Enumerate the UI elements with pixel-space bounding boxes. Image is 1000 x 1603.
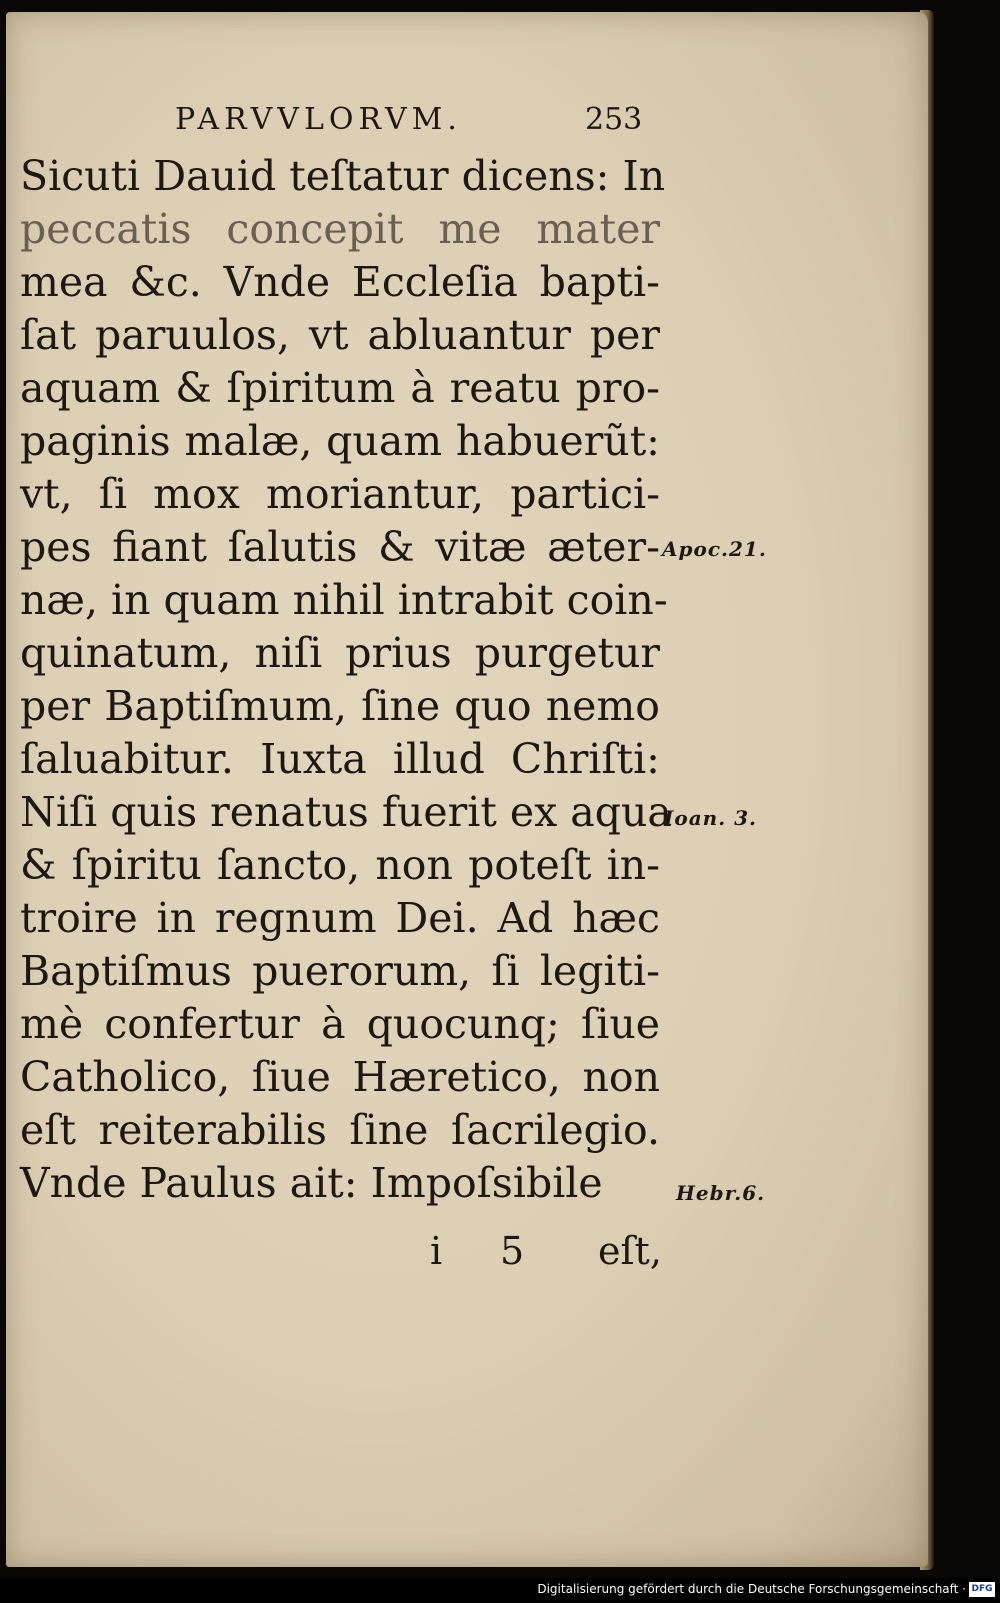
text-line: ſat paruulos, vt abluantur per [20, 311, 660, 359]
text-line: aquam & ſpiritum à reatu pro- [20, 364, 660, 412]
signature-mark: i [430, 1229, 443, 1273]
text-line: Sicuti Dauid teſtatur dicens: In [20, 152, 666, 200]
text-line: troire in regnum Dei. Ad hæc [20, 894, 660, 942]
dfg-logo: DFG [969, 1582, 995, 1597]
text-line: peccatis concepit me mater [20, 205, 660, 253]
text-line: quinatum, niſi prius purgetur [20, 629, 660, 677]
catchword: eſt, [598, 1229, 662, 1273]
text-line: Catholico, ſiue Hæretico, non [20, 1053, 660, 1101]
margin-note-hebr: Hebr.6. [676, 1181, 766, 1205]
funding-credit: Digitalisierung gefördert durch die Deutsche Forschungsgemeinschaft · [537, 1582, 966, 1596]
text-line: Niſi quis renatus fuerit ex aqua [20, 788, 672, 836]
footer-bar [0, 1578, 1000, 1603]
text-line: Vnde Paulus ait: Impoſsibile [20, 1159, 603, 1207]
text-line: mea &c. Vnde Eccleſia bapti- [20, 258, 660, 306]
text-line: pes fiant ſalutis & vitæ æter- [20, 523, 660, 571]
body-text [20, 150, 672, 1210]
text-line: eſt reiterabilis ſine ſacrilegio. [20, 1106, 660, 1154]
text-line: per Baptiſmum, ſine quo nemo [20, 682, 660, 730]
text-line: Baptiſmus puerorum, ſi legiti- [20, 947, 660, 995]
text-line: mè confertur à quocunq; ſiue [20, 1000, 660, 1048]
margin-note-ioan: Ioan. 3. [664, 806, 757, 830]
text-line: næ, in quam nihil intrabit coin- [20, 576, 668, 624]
text-line: ſaluabitur. Iuxta illud Chriſti: [20, 735, 660, 783]
text-line: & ſpiritu ſancto, non poteſt in- [20, 841, 660, 889]
margin-note-apoc: Apoc.21. [662, 537, 767, 561]
text-line: vt, ſi mox moriantur, partici- [20, 470, 660, 518]
signature-number: 5 [500, 1229, 525, 1273]
text-line: paginis malæ, quam habuerũt: [20, 417, 660, 465]
page-number: 253 [585, 102, 643, 137]
running-head: PARVVLORVM. [175, 102, 462, 137]
